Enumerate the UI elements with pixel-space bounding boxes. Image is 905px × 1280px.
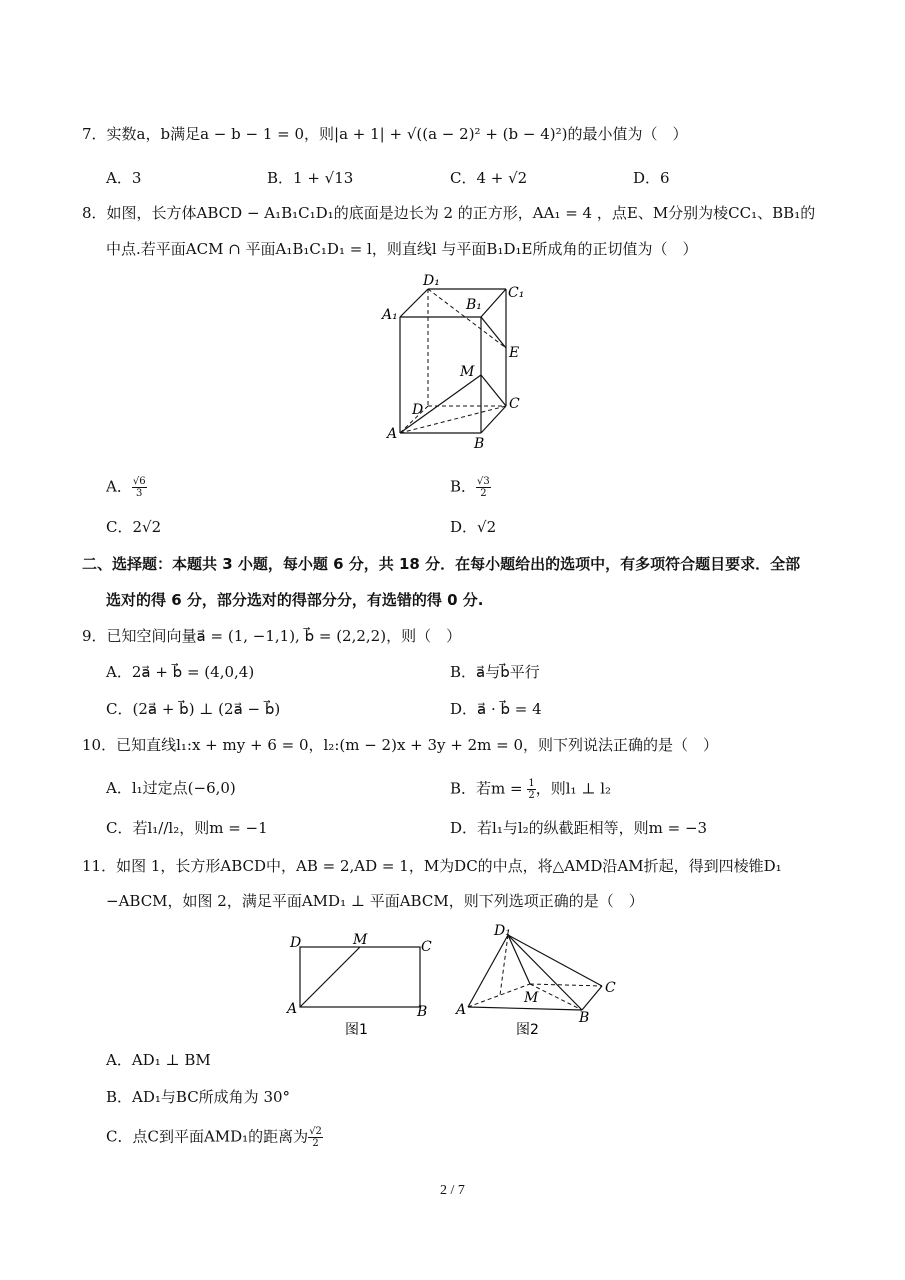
label-b: B [474,436,485,452]
label-a1: A₁ [382,307,398,323]
section2-heading-line1: 二、选择题：本题共 3 小题，每小题 6 分，共 18 分．在每小题给出的选项中，有多项符合题目要求．全部 [82,555,801,573]
q9-option-d: D．a⃗ · b⃗ = 4 [450,700,542,718]
fig1-label-m: M [353,932,368,948]
label-d1: D₁ [423,273,440,289]
fig1-label-c: C [421,939,432,955]
label-a: A [387,426,398,442]
q9-option-b: B．a⃗与b⃗平行 [450,663,540,681]
q10-option-d: D．若l₁与l₂的纵截距相等，则m = −3 [450,819,708,837]
q11-figure-2 [452,920,627,1045]
q8-stem-line1: 8．如图，长方体ABCD − A₁B₁C₁D₁的底面是边长为 2 的正方形，AA₁ = 4 ，点E、M分别为棱CC₁、BB₁的 [82,204,816,222]
q11-option-c: C．点C到平面AMD₁的距离为 $\frac{√2}{2}$ [106,1126,322,1149]
fig1-label-a: A [287,1001,298,1017]
q8-option-a: A． $\frac{√6}{3}$ [106,476,146,499]
q7-option-c: C．4 + √2 [450,169,528,187]
q8-option-b: B． $\frac{√3}{2}$ [450,476,490,499]
q8-cuboid-figure [375,270,540,455]
q7-option-d: D．6 [633,169,670,187]
q9-stem: 9．已知空间向量a⃗ = (1, −1,1), b⃗ = (2,2,2)，则（ ） [82,627,462,645]
label-e: E [509,345,520,361]
fig2-label-c: C [605,980,616,996]
q10-option-b: B．若m = $\frac{1}{2}$ ，则l₁ ⊥ l₂ [450,778,611,801]
q11-option-b: B．AD₁与BC所成角为 30° [106,1088,291,1106]
q10-stem: 10．已知直线l₁:x + my + 6 = 0，l₂:(m − 2)x + 3y + 2m = 0，则下列说法正确的是（ ） [82,736,719,754]
label-m: M [460,364,475,380]
fig1-label-b: B [417,1004,428,1020]
fig2-label-b: B [579,1010,590,1026]
fig1-label-d: D [290,935,302,951]
q11-option-a: A．AD₁ ⊥ BM [106,1051,211,1069]
label-c: C [509,396,520,412]
section2-heading-line2: 选对的得 6 分，部分选对的得部分分，有选错的得 0 分. [106,591,484,609]
q7-stem: 7．实数a，b满足a − b − 1 = 0，则|a + 1| + √((a − 2)² + (b − 4)²)的最小值为（ ） [82,125,688,143]
q7-option-b: B．1 + √13 [267,169,354,187]
q7-option-a: A．3 [106,169,142,187]
q11-figure-1 [283,930,443,1045]
page-number: 2 / 7 [440,1183,465,1198]
q8-stem-line2: 中点.若平面ACM ∩ 平面A₁B₁C₁D₁ = l，则直线l 与平面B₁D₁E所成角的正切值为（ ） [106,240,698,258]
fig2-label-m: M [524,990,539,1006]
fig2-label-d1: D₁ [494,923,511,939]
fig2-label-a: A [456,1002,467,1018]
q9-option-c: C．(2a⃗ + b⃗) ⊥ (2a⃗ − b⃗) [106,700,281,718]
q8-option-c: C．2√2 [106,518,162,536]
label-b1: B₁ [466,297,482,313]
q11-stem-line1: 11．如图 1，长方形ABCD中，AB = 2,AD = 1，M为DC的中点，将△AMD沿AM折起，得到四棱锥D₁ [82,857,782,875]
fig1-caption: 图1 [345,1022,368,1038]
q11-stem-line2: −ABCM，如图 2，满足平面AMD₁ ⊥ 平面ABCM，则下列选项正确的是（ ） [106,892,644,910]
q9-option-a: A．2a⃗ + b⃗ = (4,0,4) [106,663,255,681]
label-d: D [412,402,424,418]
label-c1: C₁ [508,285,525,301]
fig2-caption: 图2 [516,1022,539,1038]
q10-option-a: A．l₁过定点(−6,0) [106,779,236,797]
q10-option-c: C．若l₁//l₂，则m = −1 [106,819,268,837]
q8-option-d: D．√2 [450,518,497,536]
